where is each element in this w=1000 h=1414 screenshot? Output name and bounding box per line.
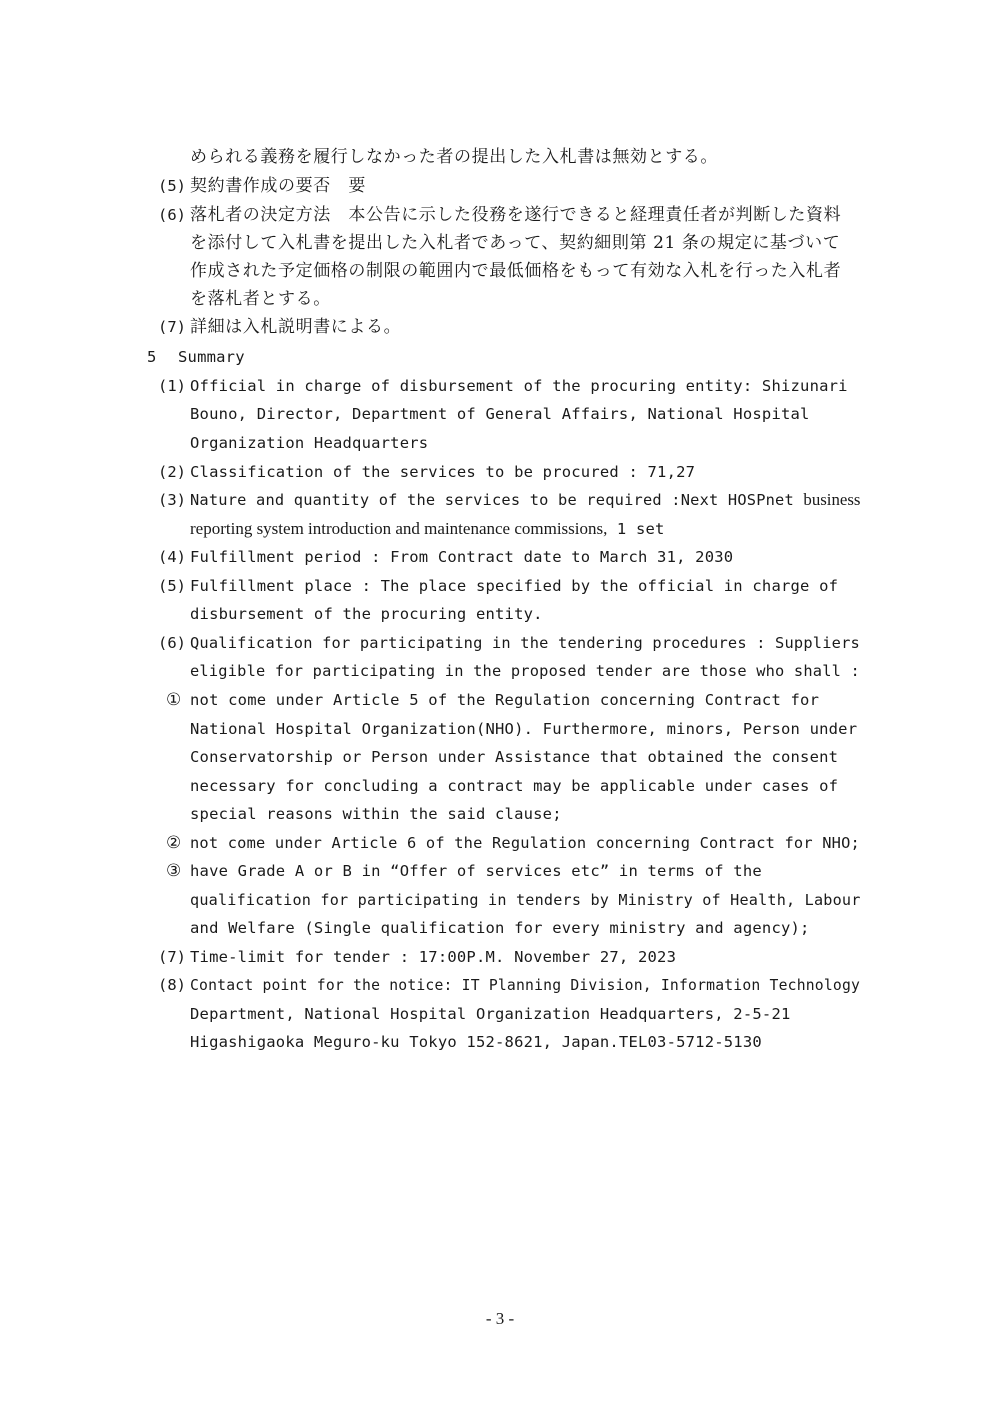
summary-item-3-line-1-mono: Nature and quantity of the services to be required :Next HOSPnet (190, 491, 794, 509)
summary-sub-1-line-1: not come under Article 5 of the Regulation concerning Contract for (190, 691, 820, 709)
jp-item-6-number: (6) (158, 206, 186, 224)
summary-item-3-line-1-serif: business (803, 490, 861, 509)
jp-continuation-line: められる義務を履行しなかった者の提出した入札書は無効とする。 (190, 147, 718, 167)
summary-heading: Summary (178, 348, 245, 366)
summary-sub-1-line-3: Conservatorship or Person under Assistance that obtained the consent (190, 748, 839, 766)
summary-item-1-line-1: Official in charge of disbursement of the procuring entity: Shizunari (190, 377, 848, 395)
summary-item-8-line-3: Higashigaoka Meguro-ku Tokyo 152-8621, Japan.TEL03-5712-5130 (190, 1033, 762, 1051)
summary-item-3-line-1 (190, 489, 860, 511)
summary-item-4-line-1: Fulfillment period : From Contract date to March 31, 2030 (190, 548, 734, 566)
summary-sub-1-line-4: necessary for concluding a contract may be applicable under cases of (190, 777, 839, 795)
summary-sub-3-line-2: qualification for participating in tenders by Ministry of Health, Labour (190, 891, 861, 909)
summary-item-2-line-1: Classification of the services to be procured : 71,27 (190, 463, 696, 481)
summary-item-5-line-1: Fulfillment place : The place specified by the official in charge of (190, 577, 839, 595)
summary-sub-1-number: ① (166, 690, 182, 710)
summary-item-2-number: (2) (158, 463, 186, 481)
jp-item-6-line-1: 落札者の決定方法 本公告に示した役務を遂行できると経理責任者が判断した資料 (190, 205, 842, 225)
summary-item-7-number: (7) (158, 948, 186, 966)
summary-item-6-number: (6) (158, 634, 186, 652)
summary-sub-3-number: ③ (166, 861, 182, 881)
summary-sub-2-line-1: not come under Article 6 of the Regulation concerning Contract for NHO; (190, 834, 860, 852)
summary-sub-1-line-2: National Hospital Organization(NHO). Furthermore, minors, Person under (190, 720, 858, 738)
summary-sub-2-number: ② (166, 833, 182, 853)
summary-item-3-line-2 (190, 518, 665, 540)
jp-item-6-line-3: 作成された予定価格の制限の範囲内で最低価格をもって有効な入札を行った入札者 (190, 261, 842, 281)
jp-item-6-line-4: を落札者とする。 (190, 289, 331, 309)
summary-item-7-line-1: Time-limit for tender : 17:00P.M. November 27, 2023 (190, 948, 677, 966)
summary-item-3-number: (3) (158, 491, 186, 509)
summary-item-6-line-1: Qualification for participating in the tendering procedures : Suppliers (190, 634, 860, 652)
jp-item-5-number: (5) (158, 177, 186, 195)
summary-item-5-line-2: disbursement of the procuring entity. (190, 605, 543, 623)
summary-item-8-line-1: Contact point for the notice: IT Planning Division, Information Technology (190, 976, 861, 994)
summary-item-8-line-2: Department, National Hospital Organization Headquarters, 2-5-21 (190, 1005, 791, 1023)
summary-item-3-line-2-mono: 1 set (616, 520, 665, 538)
jp-item-7-text: 詳細は入札説明書による。 (190, 317, 402, 337)
summary-item-1-line-2: Bouno, Director, Department of General Affairs, National Hospital (190, 405, 810, 423)
page-number: - 3 - (485, 1309, 515, 1328)
summary-item-4-number: (4) (158, 548, 186, 566)
summary-sub-3-line-3: and Welfare (Single qualification for every ministry and agency); (190, 919, 810, 937)
summary-item-5-number: (5) (158, 577, 186, 595)
summary-item-8-number: (8) (158, 976, 186, 994)
jp-item-6-line-2: を添付して入札書を提出した入札者であって、契約細則第 21 条の規定に基づいて (190, 233, 841, 253)
summary-item-6-line-2: eligible for participating in the proposed tender are those who shall : (190, 662, 860, 680)
summary-sub-1-line-5: special reasons within the said clause; (190, 805, 562, 823)
jp-item-7-number: (7) (158, 318, 186, 336)
summary-item-1-line-3: Organization Headquarters (190, 434, 429, 452)
summary-heading-number: 5 (147, 348, 157, 366)
jp-item-5-text: 契約書作成の要否 要 (190, 176, 366, 196)
summary-item-3-line-2-serif: reporting system introduction and maintenance commissions, (190, 519, 608, 538)
summary-sub-3-line-1: have Grade A or B in “Offer of services etc” in terms of the (190, 862, 762, 880)
summary-item-1-number: (1) (158, 377, 186, 395)
